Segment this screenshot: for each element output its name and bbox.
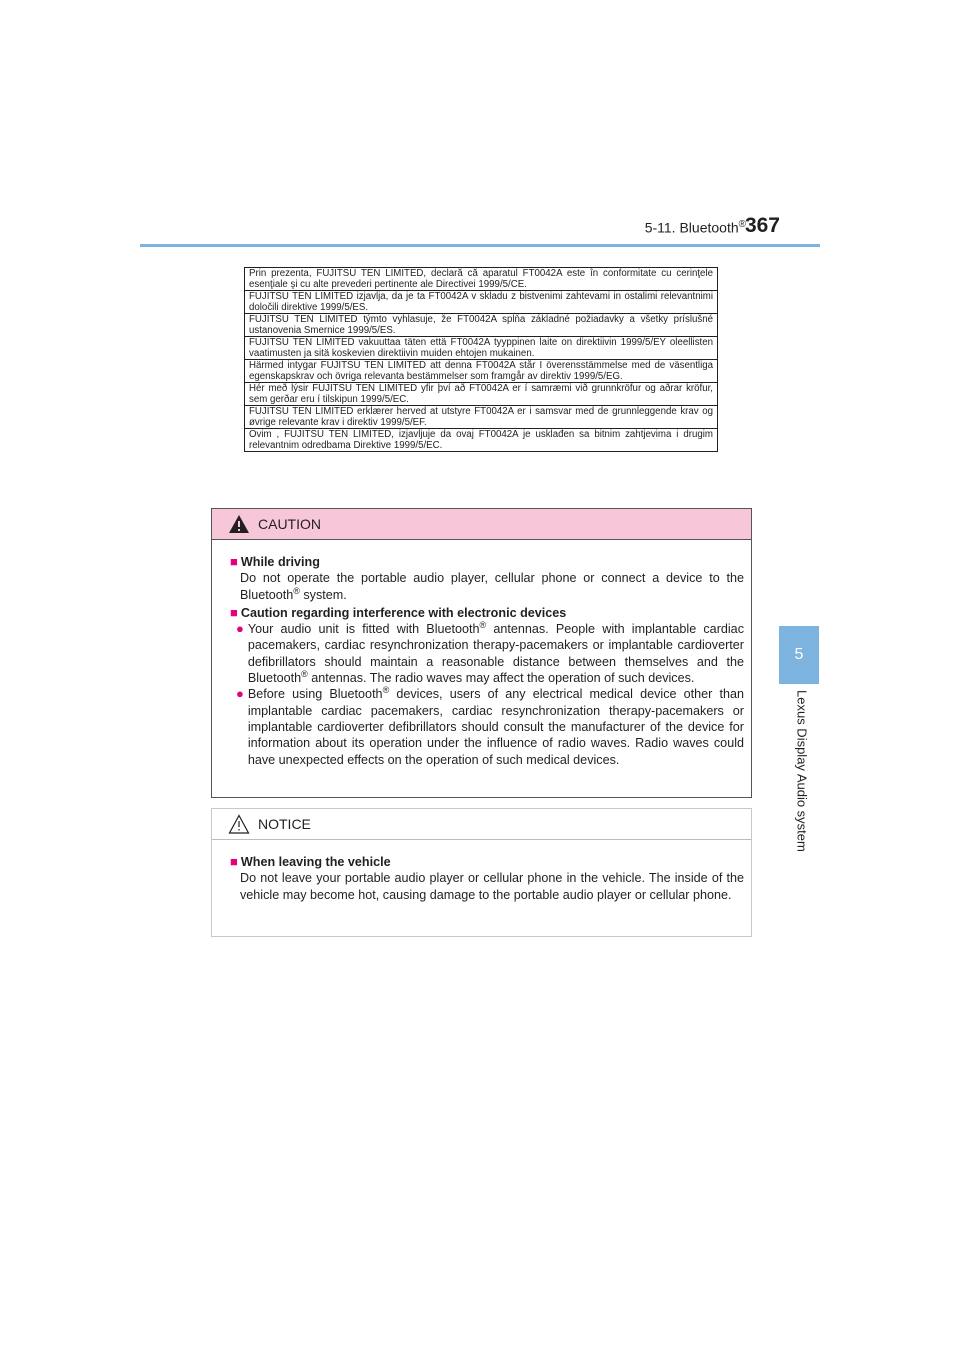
declaration-row: Ovim , FUJITSU TEN LIMITED, izjavljuje da ovaj FT0042A je usklađen sa bitnim zahtjevima i drugim relevantnim odredbama Direktive 1999/5/EC. [249, 429, 713, 451]
declaration-row: FUJITSU TEN LIMITED izjavlja, da je ta FT0042A v skladu z bistvenimi zahtevami in ostalimi relevantnimi določili direktive 1999/5/ES. [245, 291, 717, 314]
notice-body [212, 840, 751, 903]
square-bullet-icon: ■ [230, 604, 238, 620]
page-number: 367 [744, 214, 780, 237]
declaration-row: Prin prezenta, FUJITSU TEN LIMITED, declară că aparatul FT0042A este în conformitate cu cerinţele esenţiale şi cu alte prevederi pertinente ale Directivei 1999/5/CE. [245, 268, 717, 291]
subsection-heading: ■ When leaving the vehicle [230, 854, 391, 869]
declaration-row: Härmed intygar FUJITSU TEN LIMITED att denna FT0042A står I överensstämmelse med de väsentliga egenskapskrav och övriga relevanta bestämmelser som framgår av direktiv 1999/5/EG. [245, 360, 717, 383]
header-rule [140, 244, 820, 247]
caution-body [212, 540, 751, 768]
notice-header [212, 809, 751, 840]
square-bullet-icon: ■ [230, 554, 238, 569]
notice-title: NOTICE [258, 816, 311, 832]
caution-header [212, 509, 751, 540]
paragraph: Do not leave your portable audio player or cellular phone in the vehicle. The inside of the vehicle may become hot, causing damage to the portable audio player or cellular phone. [240, 871, 744, 902]
declaration-row: FUJITSU TEN LIMITED erklærer herved at utstyre FT0042A er i samsvar med de grunnleggende krav og øvrige relevante krav i direktiv 1999/5/EF. [245, 406, 717, 429]
paragraph: Do not operate the portable audio player, cellular phone or connect a device to the Bluetooth® system. [240, 571, 744, 602]
circle-bullet-icon: ● [236, 686, 244, 702]
declaration-row: Hér með lýsir FUJITSU TEN LIMITED yfir því að FT0042A er í samræmi við grunnkröfur og aðrar kröfur, sem gerðar eru í tilskipun 1999/5/EC. [245, 383, 717, 406]
section-title: 5-11. Bluetooth® [644, 219, 746, 236]
list-item: ● Your audio unit is fitted with Bluetooth® antennas. People with implantable cardiac pacemakers, cardiac resynchronization therapy-pacemakers or implantable cardioverter defibrillators should maintain a reasonable distance between themselves and the Bluetooth® antennas. The radio waves may affect the operation of such devices. [236, 620, 744, 686]
warning-triangle-filled-icon [228, 514, 250, 534]
caution-box [211, 508, 752, 798]
chapter-side-title: Lexus Display Audio system [794, 690, 810, 852]
list-item: ● Before using Bluetooth® devices, users of any electrical medical device other than implantable cardiac pacemakers, cardiac resynchronization therapy-pacemakers or implantable cardioverter defibrillators should consult the manufacturer of the device for information about its operation under the influence of radio waves. Radio waves could have unexpected effects on the operation of such medical devices. [236, 685, 744, 767]
square-bullet-icon: ■ [230, 854, 238, 869]
declaration-table [244, 267, 718, 452]
subsection-heading: ■ While driving [230, 554, 320, 569]
subsection-heading: ■ Caution regarding interference with electronic devices [230, 604, 567, 620]
declaration-row: FUJITSU TEN LIMITED týmto vyhlasuje, že FT0042A spĺňa základné požiadavky a všetky príslušné ustanovenia Smernice 1999/5/ES. [245, 314, 717, 337]
chapter-tab[interactable]: 5 [779, 626, 819, 684]
warning-triangle-outline-icon [228, 814, 250, 834]
declaration-row: FUJITSU TEN LIMITED vakuuttaa täten että FT0042A tyyppinen laite on direktiivin 1999/5/EY oleellisten vaatimusten ja sitä koskevien direktiivin muiden ehtojen mukainen. [245, 337, 717, 360]
circle-bullet-icon: ● [236, 621, 244, 637]
caution-title: CAUTION [258, 516, 321, 532]
notice-box [211, 808, 752, 937]
